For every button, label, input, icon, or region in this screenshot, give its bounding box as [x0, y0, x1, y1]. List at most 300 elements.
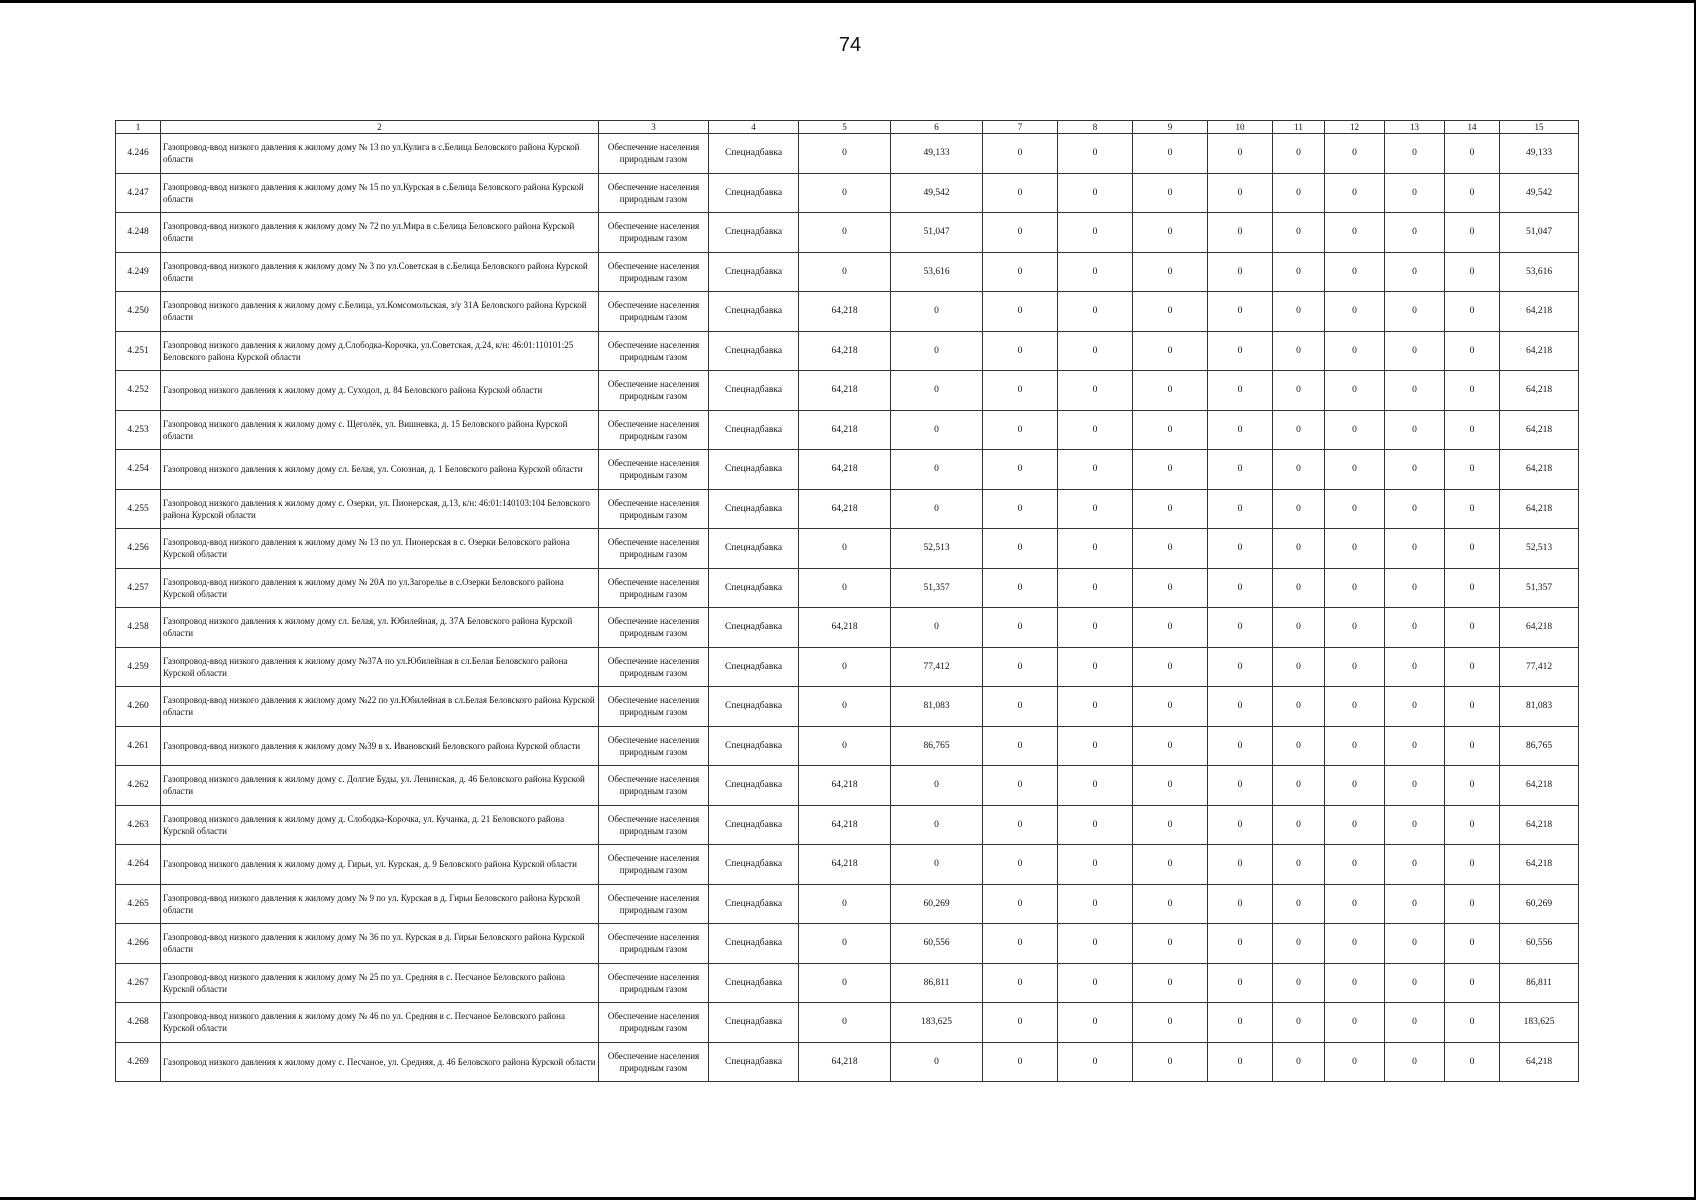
value-col-5: 64,218: [799, 371, 891, 411]
purpose: Обеспечение населения природным газом: [599, 805, 709, 845]
row-number: 4.257: [116, 568, 161, 608]
value-col-9: 0: [1133, 963, 1208, 1003]
row-number: 4.247: [116, 173, 161, 213]
value-col-15: 60,556: [1500, 924, 1579, 964]
row-number: 4.260: [116, 687, 161, 727]
table-row: [116, 173, 1579, 213]
row-number: 4.248: [116, 213, 161, 253]
value-col-15: 86,765: [1500, 726, 1579, 766]
value-col-11: 0: [1273, 766, 1325, 806]
value-col-8: 0: [1058, 568, 1133, 608]
value-col-14: 0: [1445, 371, 1500, 411]
value-col-11: 0: [1273, 608, 1325, 648]
value-col-8: 0: [1058, 647, 1133, 687]
value-col-11: 0: [1273, 924, 1325, 964]
value-col-12: 0: [1325, 687, 1385, 727]
value-col-9: 0: [1133, 608, 1208, 648]
value-col-8: 0: [1058, 292, 1133, 332]
purpose: Обеспечение населения природным газом: [599, 331, 709, 371]
value-col-15: 81,083: [1500, 687, 1579, 727]
value-col-11: 0: [1273, 331, 1325, 371]
value-col-12: 0: [1325, 884, 1385, 924]
table-container: [115, 120, 1579, 1082]
value-col-5: 0: [799, 726, 891, 766]
value-col-11: 0: [1273, 845, 1325, 885]
table-row: [116, 450, 1579, 490]
value-col-10: 0: [1208, 766, 1273, 806]
value-col-6: 0: [891, 766, 983, 806]
value-col-5: 64,218: [799, 845, 891, 885]
value-col-7: 0: [983, 1003, 1058, 1043]
object-name: Газопровод низкого давления к жилому дому д.Слободка-Корочка, ул.Советская, д.24, к/н: 46:01:110101:25 Беловского района Курской области: [161, 331, 599, 371]
value-col-6: 0: [891, 450, 983, 490]
object-name: Газопровод-ввод низкого давления к жилому дому № 25 по ул. Средняя в с. Песчаное Беловского района Курской области: [161, 963, 599, 1003]
value-col-15: 64,218: [1500, 608, 1579, 648]
value-col-7: 0: [983, 450, 1058, 490]
value-col-11: 0: [1273, 1042, 1325, 1082]
value-col-9: 0: [1133, 726, 1208, 766]
value-col-6: 0: [891, 1042, 983, 1082]
value-col-8: 0: [1058, 134, 1133, 174]
value-col-13: 0: [1385, 489, 1445, 529]
value-col-6: 49,542: [891, 173, 983, 213]
value-col-6: 60,556: [891, 924, 983, 964]
funding-source: Спецнадбавка: [709, 371, 799, 411]
value-col-5: 64,218: [799, 331, 891, 371]
value-col-7: 0: [983, 292, 1058, 332]
value-col-9: 0: [1133, 884, 1208, 924]
value-col-11: 0: [1273, 963, 1325, 1003]
value-col-15: 52,513: [1500, 529, 1579, 569]
value-col-5: 64,218: [799, 450, 891, 490]
value-col-13: 0: [1385, 1003, 1445, 1043]
funding-source: Спецнадбавка: [709, 529, 799, 569]
object-name: Газопровод-ввод низкого давления к жилому дому №37А по ул.Юбилейная в сл.Белая Беловского района Курской области: [161, 647, 599, 687]
value-col-5: 0: [799, 963, 891, 1003]
value-col-15: 183,625: [1500, 1003, 1579, 1043]
funding-source: Спецнадбавка: [709, 805, 799, 845]
value-col-5: 64,218: [799, 489, 891, 529]
table-row: [116, 647, 1579, 687]
value-col-7: 0: [983, 331, 1058, 371]
value-col-13: 0: [1385, 687, 1445, 727]
object-name: Газопровод низкого давления к жилому дому сл. Белая, ул. Союзная, д. 1 Беловского района Курской области: [161, 450, 599, 490]
value-col-14: 0: [1445, 1003, 1500, 1043]
value-col-14: 0: [1445, 450, 1500, 490]
value-col-9: 0: [1133, 529, 1208, 569]
value-col-12: 0: [1325, 924, 1385, 964]
value-col-5: 0: [799, 134, 891, 174]
value-col-13: 0: [1385, 805, 1445, 845]
purpose: Обеспечение населения природным газом: [599, 1003, 709, 1043]
value-col-7: 0: [983, 687, 1058, 727]
value-col-9: 0: [1133, 845, 1208, 885]
value-col-12: 0: [1325, 568, 1385, 608]
value-col-8: 0: [1058, 924, 1133, 964]
value-col-14: 0: [1445, 568, 1500, 608]
column-header-2: 2: [161, 121, 599, 134]
value-col-15: 77,412: [1500, 647, 1579, 687]
value-col-13: 0: [1385, 213, 1445, 253]
value-col-10: 0: [1208, 371, 1273, 411]
value-col-14: 0: [1445, 410, 1500, 450]
value-col-7: 0: [983, 1042, 1058, 1082]
purpose: Обеспечение населения природным газом: [599, 687, 709, 727]
row-number: 4.266: [116, 924, 161, 964]
value-col-7: 0: [983, 489, 1058, 529]
column-header-13: 13: [1385, 121, 1445, 134]
purpose: Обеспечение населения природным газом: [599, 726, 709, 766]
value-col-5: 64,218: [799, 805, 891, 845]
value-col-9: 0: [1133, 687, 1208, 727]
table-row: [116, 924, 1579, 964]
value-col-5: 64,218: [799, 766, 891, 806]
value-col-7: 0: [983, 924, 1058, 964]
table-row: [116, 331, 1579, 371]
value-col-6: 0: [891, 292, 983, 332]
value-col-9: 0: [1133, 1042, 1208, 1082]
column-index-row: [116, 121, 1579, 134]
value-col-11: 0: [1273, 410, 1325, 450]
value-col-5: 0: [799, 884, 891, 924]
object-name: Газопровод-ввод низкого давления к жилому дому № 20А по ул.Загорелье в с.Озерки Беловского района Курской области: [161, 568, 599, 608]
funding-source: Спецнадбавка: [709, 726, 799, 766]
row-number: 4.256: [116, 529, 161, 569]
funding-source: Спецнадбавка: [709, 568, 799, 608]
purpose: Обеспечение населения природным газом: [599, 489, 709, 529]
value-col-5: 0: [799, 1003, 891, 1043]
value-col-7: 0: [983, 726, 1058, 766]
object-name: Газопровод низкого давления к жилому дому с. Озерки, ул. Пионерская, д.13, к/н: 46:01:140103:104 Беловского района Курской области: [161, 489, 599, 529]
value-col-5: 0: [799, 213, 891, 253]
purpose: Обеспечение населения природным газом: [599, 410, 709, 450]
value-col-10: 0: [1208, 647, 1273, 687]
value-col-13: 0: [1385, 884, 1445, 924]
value-col-15: 51,047: [1500, 213, 1579, 253]
table-row: [116, 529, 1579, 569]
value-col-8: 0: [1058, 884, 1133, 924]
value-col-10: 0: [1208, 1042, 1273, 1082]
value-col-6: 53,616: [891, 252, 983, 292]
table-row: [116, 213, 1579, 253]
object-name: Газопровод-ввод низкого давления к жилому дому № 46 по ул. Средняя в с. Песчаное Беловского района Курской области: [161, 1003, 599, 1043]
row-number: 4.264: [116, 845, 161, 885]
value-col-10: 0: [1208, 608, 1273, 648]
value-col-6: 60,269: [891, 884, 983, 924]
row-number: 4.250: [116, 292, 161, 332]
value-col-14: 0: [1445, 766, 1500, 806]
row-number: 4.258: [116, 608, 161, 648]
value-col-6: 86,811: [891, 963, 983, 1003]
value-col-13: 0: [1385, 845, 1445, 885]
value-col-12: 0: [1325, 608, 1385, 648]
value-col-7: 0: [983, 805, 1058, 845]
value-col-5: 0: [799, 647, 891, 687]
funding-source: Спецнадбавка: [709, 1003, 799, 1043]
value-col-14: 0: [1445, 134, 1500, 174]
value-col-10: 0: [1208, 252, 1273, 292]
value-col-14: 0: [1445, 608, 1500, 648]
value-col-13: 0: [1385, 647, 1445, 687]
value-col-7: 0: [983, 213, 1058, 253]
value-col-14: 0: [1445, 489, 1500, 529]
value-col-5: 0: [799, 924, 891, 964]
table-row: [116, 292, 1579, 332]
value-col-9: 0: [1133, 489, 1208, 529]
value-col-10: 0: [1208, 963, 1273, 1003]
value-col-15: 64,218: [1500, 410, 1579, 450]
value-col-5: 0: [799, 568, 891, 608]
value-col-6: 51,357: [891, 568, 983, 608]
value-col-15: 49,133: [1500, 134, 1579, 174]
object-name: Газопровод-ввод низкого давления к жилому дому №22 по ул.Юбилейная в сл.Белая Беловского района Курской области: [161, 687, 599, 727]
value-col-13: 0: [1385, 252, 1445, 292]
value-col-12: 0: [1325, 805, 1385, 845]
purpose: Обеспечение населения природным газом: [599, 924, 709, 964]
value-col-11: 0: [1273, 450, 1325, 490]
value-col-13: 0: [1385, 1042, 1445, 1082]
value-col-7: 0: [983, 884, 1058, 924]
column-header-3: 3: [599, 121, 709, 134]
value-col-9: 0: [1133, 766, 1208, 806]
purpose: Обеспечение населения природным газом: [599, 884, 709, 924]
object-name: Газопровод низкого давления к жилому дому с.Белица, ул.Комсомольская, з/у 31А Беловского района Курской области: [161, 292, 599, 332]
funding-source: Спецнадбавка: [709, 884, 799, 924]
column-header-1: 1: [116, 121, 161, 134]
value-col-9: 0: [1133, 450, 1208, 490]
value-col-13: 0: [1385, 568, 1445, 608]
table-row: [116, 963, 1579, 1003]
value-col-12: 0: [1325, 450, 1385, 490]
object-name: Газопровод низкого давления к жилому дому с. Долгие Буды, ул. Ленинская, д. 46 Беловского района Курской области: [161, 766, 599, 806]
value-col-10: 0: [1208, 331, 1273, 371]
value-col-10: 0: [1208, 568, 1273, 608]
funding-source: Спецнадбавка: [709, 173, 799, 213]
value-col-15: 64,218: [1500, 845, 1579, 885]
value-col-7: 0: [983, 529, 1058, 569]
funding-source: Спецнадбавка: [709, 252, 799, 292]
table-row: [116, 805, 1579, 845]
row-number: 4.252: [116, 371, 161, 411]
column-header-8: 8: [1058, 121, 1133, 134]
value-col-8: 0: [1058, 608, 1133, 648]
value-col-8: 0: [1058, 726, 1133, 766]
value-col-13: 0: [1385, 331, 1445, 371]
value-col-5: 64,218: [799, 1042, 891, 1082]
object-name: Газопровод низкого давления к жилому дому д. Суходол, д. 84 Беловского района Курской области: [161, 371, 599, 411]
object-name: Газопровод низкого давления к жилому дому д. Слободка-Корочка, ул. Кучанка, д. 21 Беловского района Курской области: [161, 805, 599, 845]
value-col-12: 0: [1325, 410, 1385, 450]
value-col-5: 64,218: [799, 608, 891, 648]
row-number: 4.261: [116, 726, 161, 766]
value-col-14: 0: [1445, 845, 1500, 885]
object-name: Газопровод-ввод низкого давления к жилому дому № 36 по ул. Курская в д. Гирьи Беловского района Курской области: [161, 924, 599, 964]
value-col-13: 0: [1385, 766, 1445, 806]
table-row: [116, 845, 1579, 885]
funding-source: Спецнадбавка: [709, 489, 799, 529]
value-col-5: 64,218: [799, 292, 891, 332]
funding-source: Спецнадбавка: [709, 1042, 799, 1082]
value-col-12: 0: [1325, 371, 1385, 411]
value-col-8: 0: [1058, 1003, 1133, 1043]
purpose: Обеспечение населения природным газом: [599, 845, 709, 885]
value-col-9: 0: [1133, 371, 1208, 411]
table-row: [116, 1003, 1579, 1043]
column-header-15: 15: [1500, 121, 1579, 134]
value-col-10: 0: [1208, 1003, 1273, 1043]
value-col-9: 0: [1133, 173, 1208, 213]
value-col-11: 0: [1273, 529, 1325, 569]
value-col-8: 0: [1058, 173, 1133, 213]
value-col-10: 0: [1208, 726, 1273, 766]
value-col-9: 0: [1133, 331, 1208, 371]
value-col-15: 64,218: [1500, 1042, 1579, 1082]
row-number: 4.249: [116, 252, 161, 292]
page-number: 74: [838, 34, 862, 56]
value-col-11: 0: [1273, 726, 1325, 766]
purpose: Обеспечение населения природным газом: [599, 766, 709, 806]
column-header-10: 10: [1208, 121, 1273, 134]
column-header-9: 9: [1133, 121, 1208, 134]
table-row: [116, 410, 1579, 450]
value-col-12: 0: [1325, 292, 1385, 332]
value-col-11: 0: [1273, 568, 1325, 608]
row-number: 4.251: [116, 331, 161, 371]
value-col-12: 0: [1325, 252, 1385, 292]
value-col-6: 0: [891, 410, 983, 450]
value-col-14: 0: [1445, 647, 1500, 687]
value-col-9: 0: [1133, 924, 1208, 964]
value-col-11: 0: [1273, 252, 1325, 292]
value-col-6: 183,625: [891, 1003, 983, 1043]
value-col-12: 0: [1325, 963, 1385, 1003]
value-col-7: 0: [983, 963, 1058, 1003]
value-col-15: 64,218: [1500, 292, 1579, 332]
value-col-14: 0: [1445, 173, 1500, 213]
value-col-6: 77,412: [891, 647, 983, 687]
data-table: [115, 120, 1579, 1082]
column-header-7: 7: [983, 121, 1058, 134]
row-number: 4.263: [116, 805, 161, 845]
value-col-8: 0: [1058, 766, 1133, 806]
value-col-8: 0: [1058, 687, 1133, 727]
funding-source: Спецнадбавка: [709, 687, 799, 727]
value-col-15: 64,218: [1500, 805, 1579, 845]
value-col-9: 0: [1133, 134, 1208, 174]
funding-source: Спецнадбавка: [709, 924, 799, 964]
value-col-9: 0: [1133, 213, 1208, 253]
value-col-13: 0: [1385, 608, 1445, 648]
purpose: Обеспечение населения природным газом: [599, 568, 709, 608]
value-col-10: 0: [1208, 134, 1273, 174]
value-col-13: 0: [1385, 450, 1445, 490]
value-col-6: 0: [891, 371, 983, 411]
value-col-14: 0: [1445, 726, 1500, 766]
value-col-11: 0: [1273, 805, 1325, 845]
value-col-7: 0: [983, 766, 1058, 806]
value-col-11: 0: [1273, 884, 1325, 924]
value-col-15: 53,616: [1500, 252, 1579, 292]
value-col-9: 0: [1133, 568, 1208, 608]
purpose: Обеспечение населения природным газом: [599, 450, 709, 490]
value-col-10: 0: [1208, 529, 1273, 569]
value-col-5: 0: [799, 687, 891, 727]
table-body: [116, 134, 1579, 1082]
value-col-7: 0: [983, 647, 1058, 687]
funding-source: Спецнадбавка: [709, 292, 799, 332]
value-col-7: 0: [983, 252, 1058, 292]
value-col-10: 0: [1208, 173, 1273, 213]
object-name: Газопровод-ввод низкого давления к жилому дому № 13 по ул.Кулига в с.Белица Беловского района Курской области: [161, 134, 599, 174]
value-col-9: 0: [1133, 292, 1208, 332]
value-col-5: 0: [799, 173, 891, 213]
funding-source: Спецнадбавка: [709, 963, 799, 1003]
funding-source: Спецнадбавка: [709, 766, 799, 806]
value-col-15: 51,357: [1500, 568, 1579, 608]
value-col-7: 0: [983, 410, 1058, 450]
value-col-9: 0: [1133, 805, 1208, 845]
row-number: 4.253: [116, 410, 161, 450]
row-number: 4.262: [116, 766, 161, 806]
value-col-10: 0: [1208, 924, 1273, 964]
object-name: Газопровод низкого давления к жилому дому сл. Белая, ул. Юбилейная, д. 37А Беловского района Курской области: [161, 608, 599, 648]
value-col-8: 0: [1058, 489, 1133, 529]
value-col-11: 0: [1273, 371, 1325, 411]
purpose: Обеспечение населения природным газом: [599, 647, 709, 687]
table-row: [116, 687, 1579, 727]
value-col-8: 0: [1058, 213, 1133, 253]
value-col-7: 0: [983, 568, 1058, 608]
value-col-15: 64,218: [1500, 371, 1579, 411]
value-col-8: 0: [1058, 410, 1133, 450]
funding-source: Спецнадбавка: [709, 331, 799, 371]
funding-source: Спецнадбавка: [709, 134, 799, 174]
value-col-13: 0: [1385, 292, 1445, 332]
value-col-12: 0: [1325, 647, 1385, 687]
value-col-14: 0: [1445, 687, 1500, 727]
value-col-10: 0: [1208, 489, 1273, 529]
value-col-10: 0: [1208, 410, 1273, 450]
value-col-14: 0: [1445, 963, 1500, 1003]
value-col-11: 0: [1273, 173, 1325, 213]
table-row: [116, 134, 1579, 174]
value-col-5: 0: [799, 252, 891, 292]
object-name: Газопровод низкого давления к жилому дому с. Песчаное, ул. Средняя, д. 46 Беловского района Курской области: [161, 1042, 599, 1082]
value-col-12: 0: [1325, 529, 1385, 569]
value-col-11: 0: [1273, 1003, 1325, 1043]
row-number: 4.268: [116, 1003, 161, 1043]
row-number: 4.269: [116, 1042, 161, 1082]
value-col-11: 0: [1273, 489, 1325, 529]
value-col-12: 0: [1325, 766, 1385, 806]
value-col-15: 64,218: [1500, 489, 1579, 529]
value-col-13: 0: [1385, 410, 1445, 450]
value-col-15: 60,269: [1500, 884, 1579, 924]
value-col-10: 0: [1208, 884, 1273, 924]
value-col-7: 0: [983, 371, 1058, 411]
value-col-12: 0: [1325, 134, 1385, 174]
value-col-7: 0: [983, 134, 1058, 174]
table-row: [116, 568, 1579, 608]
purpose: Обеспечение населения природным газом: [599, 371, 709, 411]
value-col-6: 0: [891, 331, 983, 371]
value-col-8: 0: [1058, 529, 1133, 569]
row-number: 4.267: [116, 963, 161, 1003]
value-col-6: 81,083: [891, 687, 983, 727]
scan-border-top: [0, 0, 1696, 3]
value-col-8: 0: [1058, 1042, 1133, 1082]
value-col-13: 0: [1385, 371, 1445, 411]
